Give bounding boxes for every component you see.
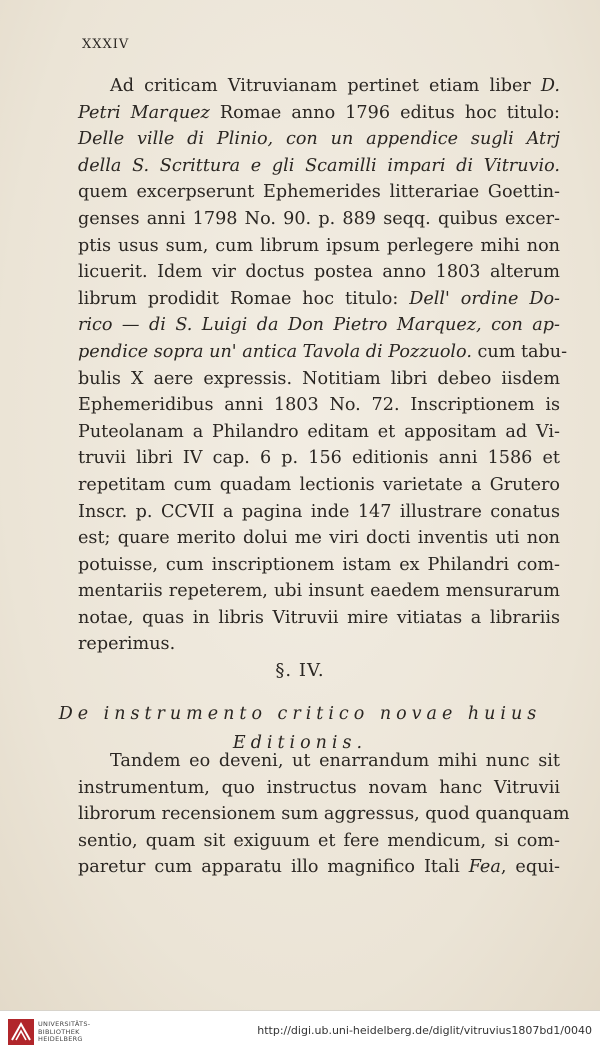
text-span: licuerit. Idem vir doctus postea anno 1803 alterum xyxy=(78,262,560,283)
text-line xyxy=(78,392,560,419)
italic-text: rico — di S. Luigi da Don Pietro Marquez, con ap- xyxy=(78,315,560,336)
text-line xyxy=(78,259,560,286)
text-span: bulis X aere expressis. Notitiam libri debeo iisdem xyxy=(78,368,560,389)
italic-text: della S. Scrittura e gli Scamilli impari di Vitruvio. xyxy=(78,155,560,176)
italic-text: D. xyxy=(540,76,560,96)
text-span: cum tabu- xyxy=(471,341,568,362)
italic-text: Dell' ordine Do- xyxy=(409,288,560,309)
section-heading-line-1: De instrumento critico novae huius xyxy=(58,704,542,724)
text-span: quem excerpserunt Ephemerides litterariae Goettin- xyxy=(78,182,560,203)
text-span: mentariis repeterem, ubi insunt eaedem mensurarum xyxy=(78,581,560,602)
text-span: truvii libri IV cap. 6 p. 156 editionis anni 1586 et xyxy=(78,448,560,469)
italic-text: pendice sopra un' antica Tavola di Pozzuolo. xyxy=(78,341,472,362)
text-line xyxy=(78,578,560,605)
text-line xyxy=(78,419,560,446)
text-span: repetitam cum quadam lectionis varietate a Grutero xyxy=(78,474,560,495)
paragraph-1 xyxy=(78,73,568,658)
page-folio: XXXIV xyxy=(82,37,130,52)
text-line xyxy=(78,631,560,658)
text-span: Ad criticam Vitruvianam pertinet etiam liber xyxy=(110,76,541,96)
text-line xyxy=(78,854,560,881)
text-span: Romae anno 1796 editus hoc titulo: xyxy=(209,102,560,123)
text-span: Inscr. p. CCVII a pagina inde 147 illustrare conatus xyxy=(78,501,560,522)
italic-text: Delle ville di Plinio, con un appendice sugli Atrj xyxy=(78,129,560,150)
text-span: sentio, quam sit exiguum et fere mendicum, si com- xyxy=(78,830,560,851)
text-line xyxy=(78,828,560,855)
text-line xyxy=(78,206,560,233)
text-line xyxy=(78,312,560,339)
university-library-logo-icon xyxy=(8,1019,34,1045)
text-line xyxy=(78,605,560,632)
text-span: notae, quas in libris Vitruvii mire vitiatas a librariis xyxy=(78,607,560,628)
text-line xyxy=(78,801,570,828)
text-span: ptis usus sum, cum librum ipsum perlegere mihi non xyxy=(78,235,560,256)
text-line xyxy=(78,100,560,127)
text-span: instrumentum, quo instructus novam hanc Vitruvii xyxy=(78,777,560,798)
section-heading-line-2: Editionis. xyxy=(232,733,368,753)
text-span: potuisse, cum inscriptionem istam ex Philandri com- xyxy=(78,554,560,575)
text-line xyxy=(78,525,560,552)
paragraph-2 xyxy=(78,748,570,881)
source-url-link[interactable]: http://digi.ub.uni-heidelberg.de/diglit/vitruvius1807bd1/0040 xyxy=(257,1024,592,1037)
text-line xyxy=(78,775,560,802)
text-span: reperimus. xyxy=(78,634,176,655)
text-span: , equi- xyxy=(500,857,560,878)
text-line xyxy=(78,153,560,180)
text-span: librum prodidit Romae hoc titulo: xyxy=(78,288,410,309)
text-line xyxy=(78,339,568,366)
viewer-footer xyxy=(0,1010,600,1053)
text-line xyxy=(78,472,560,499)
text-line xyxy=(78,179,560,206)
text-line xyxy=(78,233,560,260)
text-line xyxy=(78,445,560,472)
text-line xyxy=(78,499,560,526)
text-line xyxy=(78,552,560,579)
text-line xyxy=(78,73,560,100)
text-line xyxy=(78,126,560,153)
text-line xyxy=(78,286,560,313)
text-span: paretur cum apparatu illo magnifico Itali xyxy=(78,857,469,878)
text-span: Ephemeridibus anni 1803 No. 72. Inscriptionem is xyxy=(78,395,560,416)
text-span: est; quare merito dolui me viri docti inventis uti non xyxy=(78,528,560,549)
text-line xyxy=(78,366,560,393)
text-line xyxy=(78,748,560,775)
text-span: Puteolanam a Philandro editam et appositam ad Vi- xyxy=(78,421,560,442)
text-span: Tandem eo deveni, ut enarrandum mihi nunc sit xyxy=(110,751,560,771)
section-number: §. IV. xyxy=(275,660,325,681)
library-name: UNIVERSITÄTS- BIBLIOTHEK HEIDELBERG xyxy=(38,1020,91,1043)
text-span: librorum recensionem sum aggressus, quod quanquam xyxy=(78,804,570,825)
italic-text: Petri Marquez xyxy=(78,102,210,123)
text-span: genses anni 1798 No. 90. p. 889 seqq. quibus excer- xyxy=(78,208,560,229)
italic-text: Fea xyxy=(468,857,501,878)
